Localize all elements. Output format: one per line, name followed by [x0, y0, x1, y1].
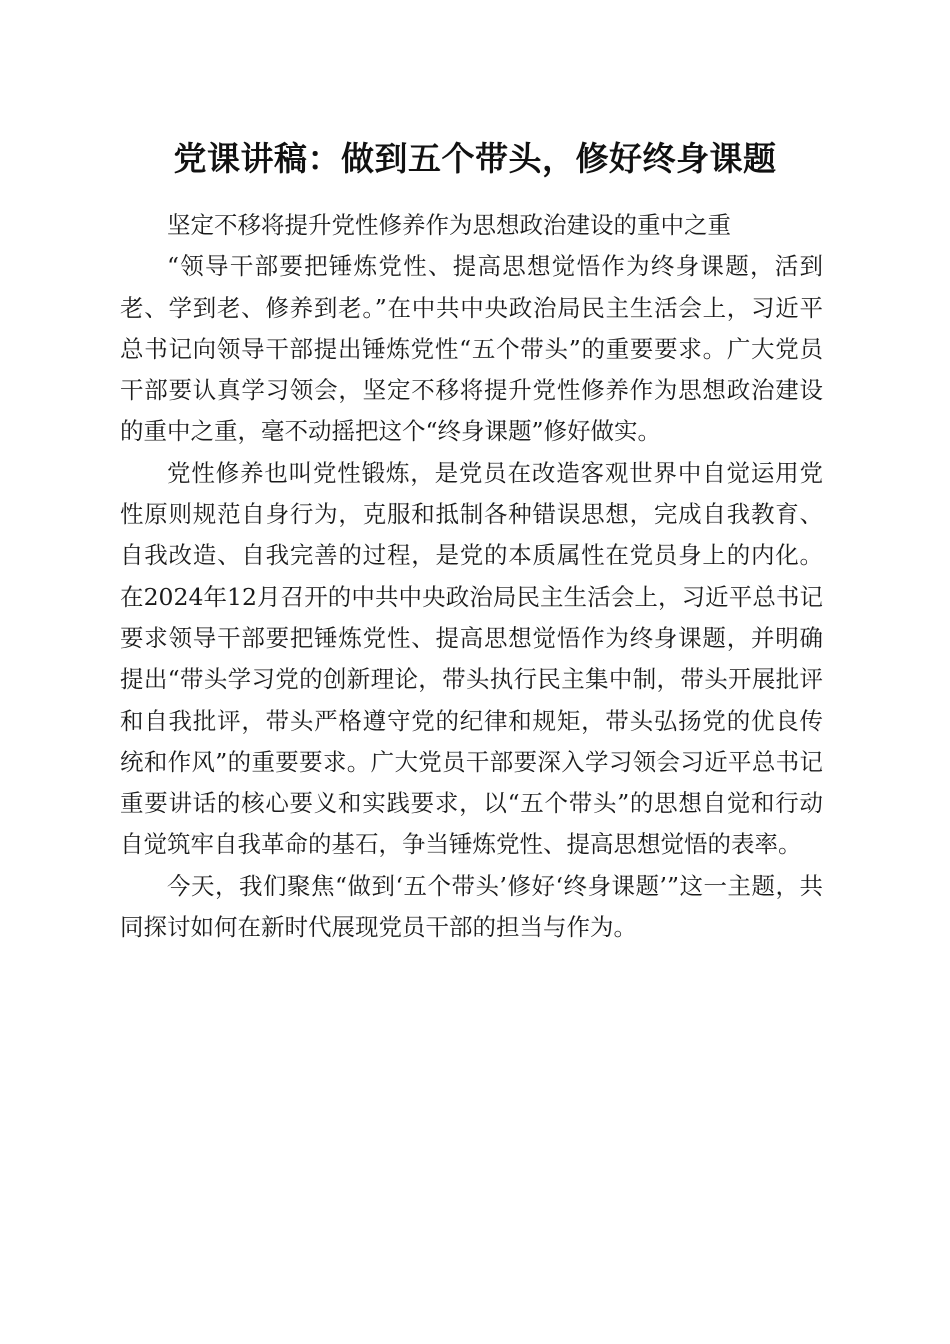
document-title: 党课讲稿：做到五个带头，修好终身课题 — [173, 139, 777, 178]
body-paragraph: 今天，我们聚焦“做到‘五个带头’修好‘终身课题’”这一主题，共同探讨如何在新时代展现党员干部的担当与作为。 — [120, 871, 823, 942]
body-paragraph: 党性修养也叫党性锻炼，是党员在改造客观世界中自觉运用党性原则规范自身行为，克服和抵制各种错误思想，完成自我教育、自我改造、自我完善的过程，是党的本质属性在党员身上的内化。在2024年12月召开的中共中央政治局民主生活会上，习近平总书记要求领导干部要把锤炼党性、提高思想觉悟作为终身课题，并明确提出“带头学习党的创新理论，带头执行民主集中制，带头开展批评和自我批评，带头严格遵守党的纪律和规矩，带头弘扬党的优良传统和作风”的重要要求。广大党员干部要深入学习领会习近平总书记重要讲话的核心要义和实践要求，以“五个带头”的思想自觉和行动自觉筑牢自我革命的基石，争当锤炼党性、提高思想觉悟的表率。 — [120, 458, 823, 859]
section-subheading: 坚定不移将提升党性修养作为思想政治建设的重中之重 — [167, 211, 731, 239]
body-paragraph: “领导干部要把锤炼党性、提高思想觉悟作为终身课题，活到老、学到老、修养到老。”在中共中央政治局民主生活会上，习近平总书记向领导干部提出锤炼党性“五个带头”的重要要求。广大党员干部要认真学习领会，坚定不移将提升党性修养作为思想政治建设的重中之重，毫不动摇把这个“终身课题”修好做实。 — [120, 252, 823, 446]
document-body — [120, 205, 823, 948]
